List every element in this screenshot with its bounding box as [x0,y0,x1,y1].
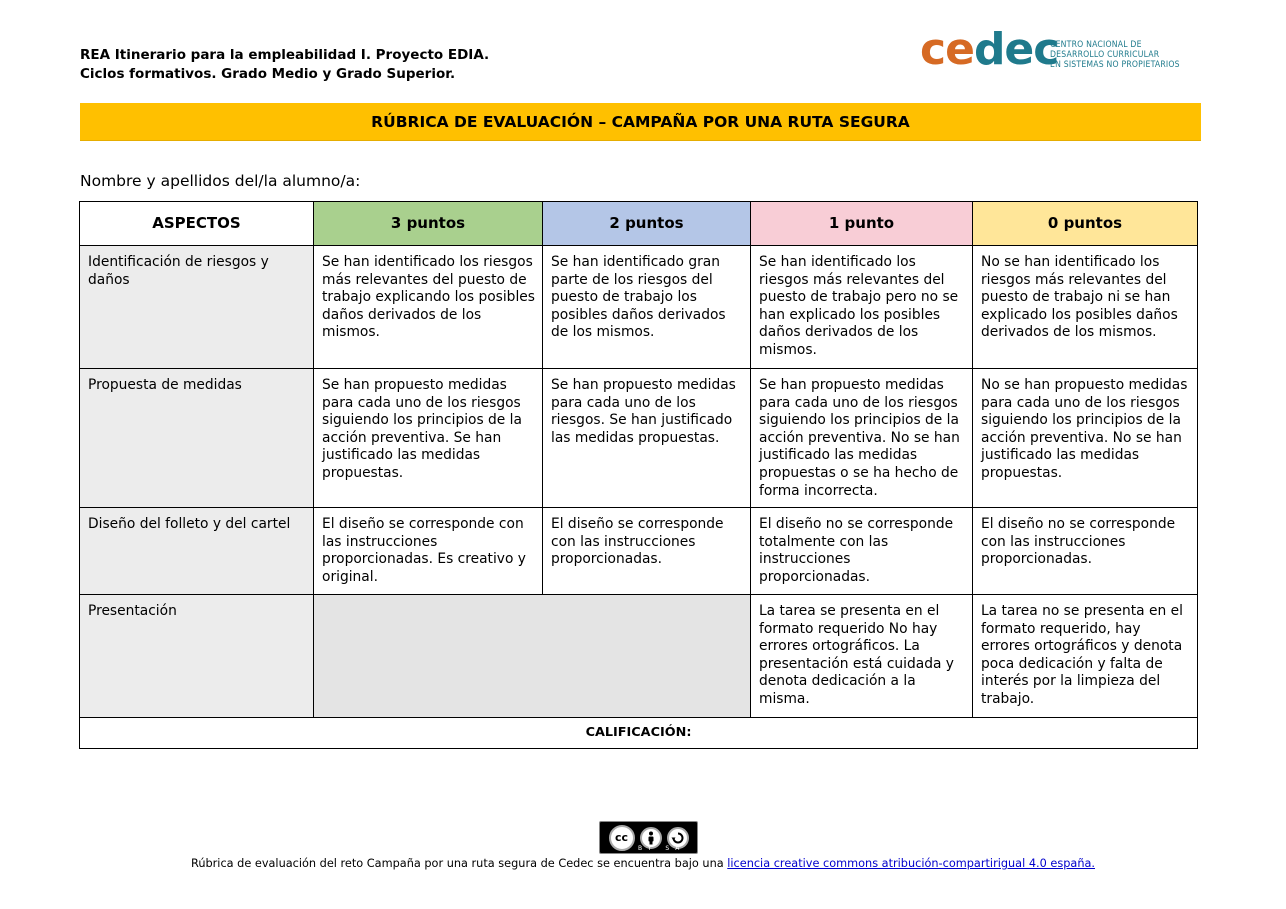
rubric-row [80,508,1198,595]
criterion-cell-0: La tarea no se presenta en el formato requerido, hay errores ortográficos y denota poca dedicación y falta de interés por la limpieza del trabajo. [973,595,1198,718]
rubric-header-row [80,202,1198,246]
aspect-cell: Propuesta de medidas [80,369,314,508]
aspect-cell: Presentación [80,595,314,718]
criterion-cell-1: Se han propuesto medidas para cada uno de los riesgos siguiendo los principios de la acción preventiva. No se han justificado las medidas propuestas o se ha hecho de forma incorrecta. [751,369,973,508]
criterion-cell-1: La tarea se presenta en el formato requerido No hay errores ortográficos. La presentación está cuidada y denota dedicación a la misma. [751,595,973,718]
aspect-cell: Identificación de riesgos y daños [80,246,314,369]
rubric-row [80,595,1198,718]
cc-icon: cc [609,825,635,851]
license-footer [0,857,1286,870]
rubric-row [80,369,1198,508]
cedec-logo-word: cedec [920,24,1059,75]
header-line-2: Ciclos formativos. Grado Medio y Grado Superior. [80,66,456,82]
rubric-row [80,246,1198,369]
license-link[interactable]: licencia creative commons atribución-compartirigual 4.0 españa. [727,857,1095,870]
criterion-cell-3: Se han propuesto medidas para cada uno de los riesgos siguiendo los principios de la acción preventiva. Se han justificado las medidas propuestas. [314,369,543,508]
calificacion-row [80,718,1198,749]
header-line-1: REA Itinerario para la empleabilidad I. Proyecto EDIA. [80,47,490,63]
criterion-cell-1: Se han identificado los riesgos más relevantes del puesto de trabajo pero no se han explicado los posibles daños derivados de los mismos. [751,246,973,369]
rubric-title: RÚBRICA DE EVALUACIÓN – CAMPAÑA POR UNA RUTA SEGURA [80,103,1201,141]
cc-license-badge[interactable] [599,821,698,854]
empty-criterion-cell [314,595,751,718]
rubric-table [79,201,1198,749]
criterion-cell-2: El diseño se corresponde con las instrucciones proporcionadas. [543,508,751,595]
criterion-cell-3: Se han identificado los riesgos más relevantes del puesto de trabajo explicando los posibles daños derivados de los mismos. [314,246,543,369]
criterion-cell-0: No se han propuesto medidas para cada uno de los riesgos siguiendo los principios de la acción preventiva. No se han justificado las medidas propuestas. [973,369,1198,508]
header-2-points: 2 puntos [543,202,751,246]
student-name-label: Nombre y apellidos del/la alumno/a: [80,172,361,190]
criterion-cell-2: Se han identificado gran parte de los riesgos del puesto de trabajo los posibles daños derivados de los mismos. [543,246,751,369]
aspect-cell: Diseño del folleto y del cartel [80,508,314,595]
cc-badge-labels: BY SA [638,845,686,852]
document-header [80,46,489,84]
criterion-cell-3: El diseño se corresponde con las instrucciones proporcionadas. Es creativo y original. [314,508,543,595]
header-3-points: 3 puntos [314,202,543,246]
criterion-cell-0: No se han identificado los riesgos más relevantes del puesto de trabajo ni se han explicado los posibles daños derivados de los mismos. [973,246,1198,369]
calificacion-label: CALIFICACIÓN: [80,718,1198,749]
criterion-cell-1: El diseño no se corresponde totalmente con las instrucciones proporcionadas. [751,508,973,595]
header-1-point: 1 punto [751,202,973,246]
criterion-cell-0: El diseño no se corresponde con las instrucciones proporcionadas. [973,508,1198,595]
cedec-logo-subtitle: CENTRO NACIONAL DE DESARROLLO CURRICULAR EN SISTEMAS NO PROPIETARIOS [1050,40,1180,70]
criterion-cell-2: Se han propuesto medidas para cada uno de los riesgos. Se han justificado las medidas propuestas. [543,369,751,508]
header-aspects: ASPECTOS [80,202,314,246]
license-text: Rúbrica de evaluación del reto Campaña por una ruta segura de Cedec se encuentra bajo una [190,857,728,870]
cedec-logo [920,24,1200,76]
header-0-points: 0 puntos [973,202,1198,246]
